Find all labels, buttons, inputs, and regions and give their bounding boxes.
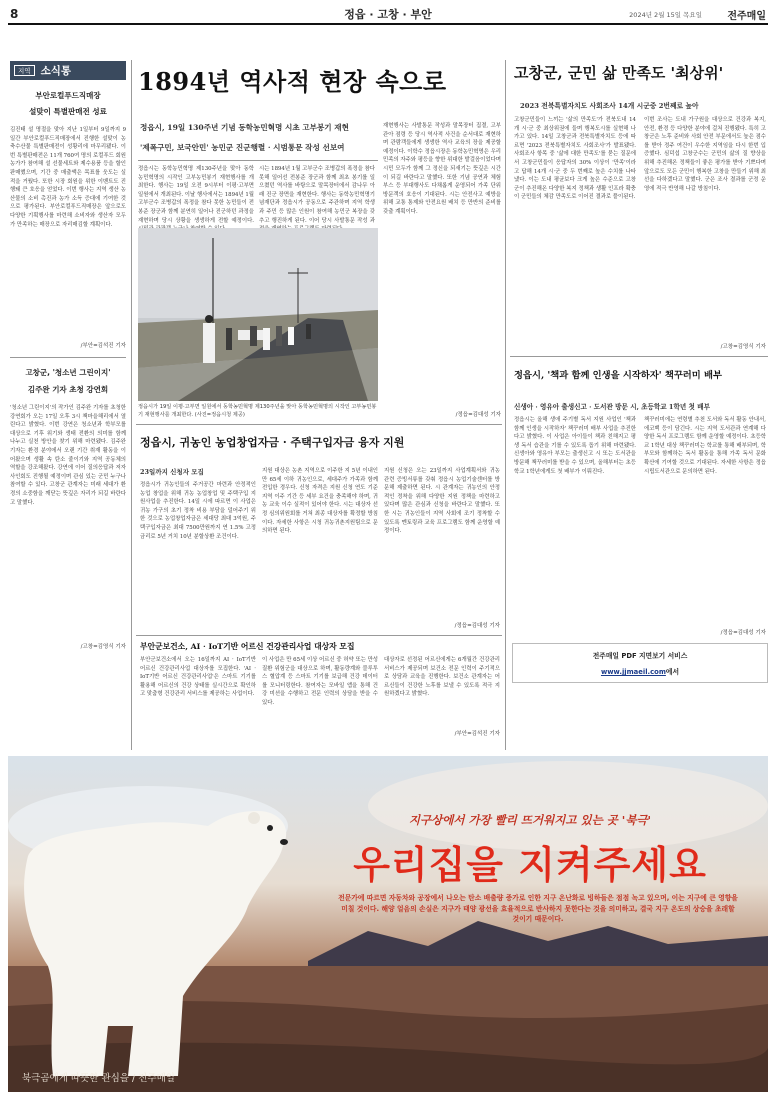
pdf-notice-url[interactable]: www.jjmaeil.com [600,668,666,676]
sidebar-item1-body: 김진태 설 명절을 맞아 지난 1일부터 9일까지 9일간 부안로컬푸드직매장에서 진행한 설맞이 농축수산물 특별판매전이 성황리에 마무리됐다. 이번 특별판매전은 11개 760여 명의 로컬푸드 회원농가가 참여해 설 선물세트와 제수용품 등을 할인 판매했으며, 기간 중 매출액은 목표를 웃도는 실적을 거뒀다. 또한 시장 회원을 위한 이벤트도 진행돼 큰 호응을 얻었다. 이번 행사는 지역 생산 농산물의 소비 촉진과 농가 소득 증대에 기여한 것으로 평가된다. 부안로컬푸드직매장은 앞으로도 다양한 기획행사를 마련해 소비자와 생산자 모두가 만족하는 매장으로 자리매김할 계획이다. [10,127,126,228]
main-body-col3: 재현행사는 사발통문 작성과 말목장터 집결, 고부관아 점령 등 당시 역사적 사건을 순서대로 재현하며 관람객들에게 생생한 역사 교육의 장을 제공할 예정이다. 이학수 정읍시장은 동학농민혁명은 우리 민족의 자주와 평등을 향한 위대한 발걸음이었다며 시민 모두가 함께 그 정신을 되새기는 뜻깊은 시간이 되길 바란다고 말했다. 또한 기념 공연과 체험 부스 등 부대행사도 다채롭게 운영되어 가족 단위 방문객의 호응이 기대된다. 시는 안전사고 예방을 위해 교통 통제와 안전요원 배치 등 만반의 준비를 갖출 계획이다. [383,123,501,215]
main-headline: 1894년 역사적 현장 속으로 [138,67,447,96]
main-subhead1: 정읍시, 19일 130주년 기념 동학농민혁명 시초 고부봉기 재현 [140,123,349,132]
ad-title: 우리집을 지켜주세요 [353,843,707,887]
main-photo-caption [138,404,378,419]
sidebar-item1-byline: /부안=김석진 기자 [80,343,126,349]
main-subhead-rule [138,160,378,161]
buan-headline: 부안군보건소, AI · IoT기반 어르신 건강관리사업 대상자 모집 [140,642,355,651]
farm-byline: /정읍=김대성 기자 [454,623,500,629]
gochang-byline: /고창=김영식 기자 [720,344,766,350]
pdf-notice-box [512,643,768,683]
page-header [0,0,776,26]
sidebar-item2-heading1: 고창군, '청소년 그린이지' [25,368,111,377]
sidebar-item2-heading2: 김주완 기자 초청 강연회 [27,385,109,394]
sidebar-tag: 지역 [14,65,35,76]
photo-caption-text: 정읍시가 19일 이평·고부면 일원에서 동학농민혁명 제130주년을 맞아 동학농민혁명의 시작인 고부농민봉기 재현행사를 개최한다. [138,404,377,418]
book-byline: /정읍=김대성 기자 [720,630,766,636]
page-number: 8 [10,7,19,21]
ad-body: 전문가에 따르면 자동차와 공장에서 나오는 탄소 배출량 증가로 인한 지구 온난화로 빙하들은 점점 녹고 있으며, 이는 지구에 큰 영향을 미칠 것이다. 해양 얼음의 손실은 지구가 태양 광선을 효율적으로 반사하지 못한다는 것을 의미하고, 결국 지구 온도의 상승을 초래할 것이기 때문이다. [338,894,738,923]
gochang-bottom-rule [510,356,768,357]
farm-bottom-rule [136,635,502,636]
gochang-body-col2: 이번 조사는 도내 가구원을 대상으로 건강과 복지, 안전, 환경 등 다양한 분야에 걸쳐 진행됐다. 특히 고창군은 노후 준비와 사회 안전 부문에서도 높은 점수를 받아 정주 여건이 우수한 지역임을 다시 한번 입증했다. 심덕섭 고창군수는 군민의 삶의 질 향상을 위해 추진해온 정책들이 좋은 평가를 받아 기쁘다며 앞으로도 모든 군민이 행복한 고창을 만들기 위해 최선을 다하겠다고 말했다. 군은 조사 결과를 군정 운영에 적극 반영해 나갈 방침이다. [644,117,766,192]
column-rule-left [131,60,132,750]
section-title: 정읍 · 고창 · 부안 [344,8,432,21]
sidebar-tag-bar [10,61,126,80]
column-rule-right [505,60,506,750]
book-body-col2: 책꾸러미에는 연령별 추천 도서와 독서 활동 안내서, 에코백 등이 담긴다. 시는 지역 도서관과 연계해 다양한 독서 프로그램도 함께 운영할 예정이다. 초등학교 1학년 대상 책꾸러미는 학교를 통해 배부되며, 학부모와 함께하는 독서 활동을 통해 가족 독서 문화 확산에 기여할 것으로 기대된다. 자세한 사항은 정읍시립도서관으로 문의하면 된다. [644,417,766,475]
pdf-notice-line1: 전주매일 PDF 지면보기 서비스 [592,652,688,660]
sidebar-divider [10,357,126,358]
book-headline: 정읍시, '책과 함께 인생을 시작하자' 책꾸러미 배부 [514,370,722,381]
ad-footer: 북극곰에게 따뜻한 관심을 / 전주매일 [22,1073,175,1084]
pdf-notice-suffix: 에서 [665,668,680,676]
newspaper-brand: 전주매일 [727,11,766,22]
buan-body-col3: 대상자로 선정된 어르신에게는 6개월간 건강관리 서비스가 제공되며 보건소 전문 인력이 주기적으로 상담과 교육을 진행한다. 보건소 관계자는 어르신들이 건강한 노후를 보낼 수 있도록 적극 지원하겠다고 밝혔다. [384,657,500,698]
sidebar-item2-byline: /고창=김영식 기자 [80,644,126,650]
main-subhead2: '제폭구민, 보국안민' 농민군 진군행렬 · 시범통문 작성 선보여 [140,143,345,152]
sidebar-item1-heading2: 설맞이 특별판매전 성료 [29,107,107,116]
main-byline: /정읍=김대성 기자 [455,412,501,418]
buan-body-col2: 이 사업은 만 65세 이상 어르신 중 허약 또는 만성질환 위험군을 대상으로 하며, 활동량계와 블루투스 혈압계 등 스마트 기기를 보급해 건강 데이터를 모니터링한다. 참여자는 모바일 앱을 통해 건강 미션을 수행하고 전문 인력의 상담을 받을 수 있다. [262,657,379,706]
issue-date: 2024년 2월 15일 목요일 [629,11,702,19]
gochang-headline: 고창군, 군민 삶 만족도 '최상위' [514,64,724,82]
gochang-body-col1: 고창군민들이 느끼는 '삶의 만족도'가 전북도내 14개 시·군 중 최상위권에 들며 행복도시를 실현해 나가고 있다. 14일 고창군과 전북특별자치도 등에 따르면 '2023 전북특별자치도 사회조사'가 발표됐다. 사회조사 항목 중 '삶에 대한 만족도'를 묻는 질문에서 고창군민들이 응답자의 30% 이상이 '만족'이라고 답해 14개 시·군 중 두 번째로 높은 수치를 나타냈다. 이는 도내 평균보다 크게 높은 수준으로 고창군이 추진해온 다양한 복지 정책과 생활 인프라 확충이 군민들의 체감 만족도로 이어진 결과로 풀이된다. [514,117,636,201]
main-body-col2: 시는 1894년 1월 고부군수 조병갑의 폭정을 참다 못해 일어선 전봉준 장군과 함께 최초 봉기를 일으켰던 역사를 바탕으로 말목장터에서 감나무 아래 진군 장면을 재현한다. 행사는 동학농민혁명기념재단과 정읍시가 공동으로 주관하며 지역 학생과 주민 등 많은 인원이 참여해 농민군 복장을 갖추고 행진하게 된다. 이어 당시 사발통문 작성 과 [259,166,375,224]
farm-body-col1: 정읍시가 귀농인들의 주거공간 마련과 안정적인 농업 창업을 위해 귀농 농업창업 및 주택구입 지원사업을 추진한다. 14일 시에 따르면 이 사업은 귀농 가구의 초기 정착 비용 부담을 덜어주기 위한 것으로 농업창업자금은 세대당 최대 3억원, 주택구입자금은 최대 7500만원까지 연 1.5% 고정금리로 5년 거치 10년 분할상환 조건이다. [140,482,256,540]
main-bottom-rule [136,424,502,425]
farm-body-col3: 지원 신청은 오는 23일까지 사업계획서와 귀농 관련 증빙서류를 갖춰 정읍시 농업기술센터를 방문해 제출하면 된다. 시 관계자는 귀농인의 안정적인 정착을 위해 다양한 지원 정책을 마련하고 있다며 많은 관심과 신청을 바란다고 말했다. 또한 시는 귀농인들이 지역 사회에 조기 정착할 수 있도록 멘토링과 교육 프로그램도 함께 운영할 예정이다. [384,468,500,535]
buan-byline: /부안=김석진 기자 [454,731,500,737]
ad-tagline: 지구상에서 가장 빨리 뜨거워지고 있는 곳 '북극' [408,813,652,827]
sidebar-item1-heading1: 부안로컬푸드직매장 [35,91,101,100]
sidebar-item2-body: '청소년 그린이지'의 작가인 김주완 기자를 초청한 강연회가 오는 17일 오후 3시 책마을해리에서 열린다고 밝혔다. 이번 강연은 청소년과 학부모를 대상으로 기후 위기와 생태 전환의 의미를 함께 나누고 실천 방안을 찾기 위해 마련됐다. 김주완 기자는 환경 분야에서 오랜 기간 취재 활동을 이어왔으며 생활 속 탄소 줄이기와 지역 공동체의 역할을 강조해왔다. 강연에 이어 질의응답과 저자 사인회도 진행될 예정이며 관심 있는 군민 누구나 참여할 수 있다. 고창군 관계자는 미래 세대가 환경의 소중함을 깨닫는 뜻깊은 자리가 되길 바란다고 말했다. [10,405,126,506]
pdf-notice-line2 [513,666,767,676]
farm-subhead: 23일까지 신청자 모집 [140,468,204,476]
header-rule [8,23,768,25]
buan-body-col1: 부안군보건소에서 오는 16일까지 AI · IoT기반 어르신 건강관리사업 대상자를 모집한다. 'AI · IoT기반 어르신 건강관리사업'은 스마트 기기를 활용해 어르신의 건강 상태를 실시간으로 확인하고 맞춤형 건강관리 서비스를 제공하는 사업이다. [140,657,256,698]
farm-headline: 정읍시, 귀농인 농업창업자금 · 주택구입자금 융자 지원 [140,436,405,449]
gochang-subhead: 2023 전북특별자치도 사회조사 14개 시군중 2번째로 높아 [520,102,699,110]
book-subhead: 신생아 · 영유아 출생신고 · 도서관 방문 시, 초등학교 1학년 첫 배부 [514,403,710,411]
sidebar-title: 소식통 [40,65,71,77]
farm-body-col2: 지원 대상은 농촌 지역으로 이주한 지 5년 이내인 만 65세 이하 귀농인으로, 세대주가 가족과 함께 전입한 경우다. 신청 자격은 지원 신청 연도 기준 지역 이주 기간 등 세부 요건을 충족해야 하며, 귀농 교육 이수 실적이 있어야 한다. 시는 대상자 선정 심의위원회를 거쳐 최종 대상자를 확정할 방침이다. 자세한 사항은 시청 귀농귀촌지원팀으로 문의하면 된다. [262,468,378,535]
photo-credit: (사진=정읍시청 제공) [194,411,245,418]
polar-bear-ad [8,756,768,1092]
procession-photo [138,228,378,401]
sidebar [10,61,126,751]
main-photo [138,228,378,401]
main-body-col1: 정읍시는 동학농민혁명 제130주년을 맞아 동학농민혁명의 시작인 고부농민봉기 재현행사를 개최한다. 행사는 19일 오전 9시부터 이평·고부면 일원에서 개최된다. 이날 행사에서는 1894년 1월 고부군수 조병갑의 폭정을 참다 못한 농민들이 전봉준 장군과 함께 분연히 일어나 진군하던 과정을 재현하며 당시 상황을 생생하게 전할 예정이다. [138,166,254,224]
book-body-col1: 정읍시는 올해 생애 주기별 독서 지원 사업인 '책과 함께 인생을 시작하자' 책꾸러미 배부 사업을 추진한다고 밝혔다. 이 사업은 아이들이 책과 친해지고 평생 독서 습관을 기를 수 있도록 돕기 위해 마련됐다. 신생아와 영유아 부모는 출생신고 시 또는 도서관을 방문해 책꾸러미를 받을 수 있으며, 올해부터는 초등학교 1학년에게도 첫 배부가 이뤄진다. [514,417,636,475]
